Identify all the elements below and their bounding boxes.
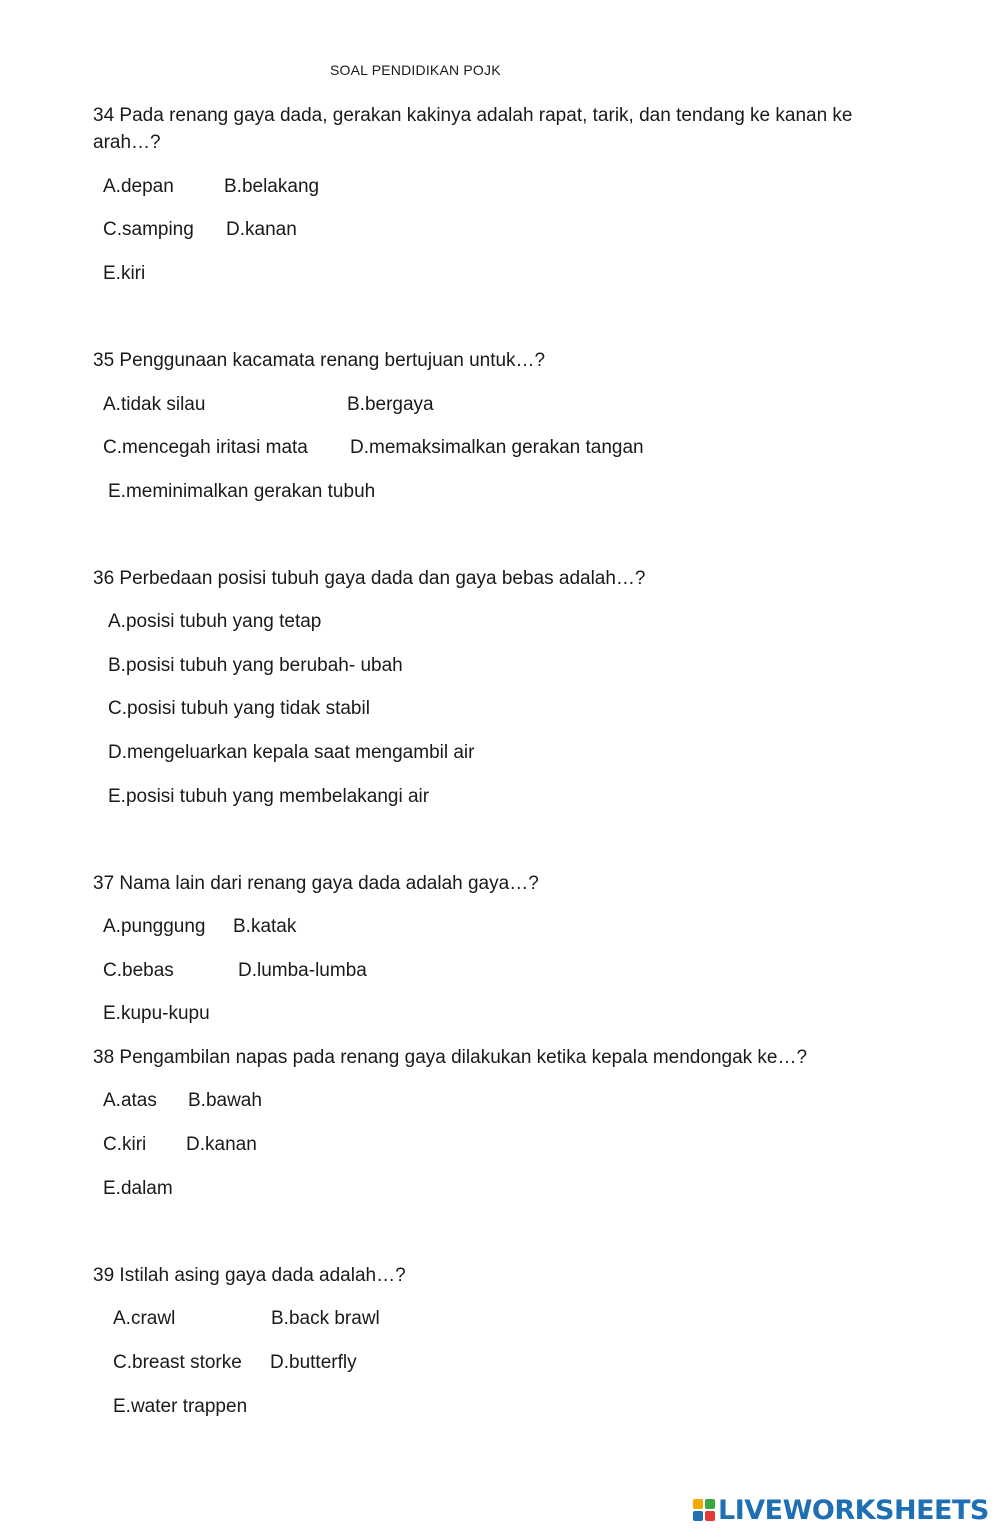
liveworksheets-icon <box>692 1498 716 1522</box>
q36-option-a: A.posisi tubuh yang tetap <box>108 611 322 632</box>
q34-option-c: C.samping <box>103 219 194 240</box>
q36-option-e: E.posisi tubuh yang membelakangi air <box>108 786 430 807</box>
liveworksheets-logo <box>692 1494 989 1526</box>
question-37: 37 Nama lain dari renang gaya dada adalah gaya…? <box>93 873 539 894</box>
q37-option-b: B.katak <box>233 916 297 937</box>
q37-option-e: E.kupu-kupu <box>103 1003 210 1024</box>
q34-option-e: E.kiri <box>103 263 146 284</box>
q39-option-e: E.water trappen <box>113 1396 248 1417</box>
q34-option-d: D.kanan <box>226 219 297 240</box>
q38-option-a: A.atas <box>103 1090 157 1111</box>
question-36: 36 Perbedaan posisi tubuh gaya dada dan gaya bebas adalah…? <box>93 568 646 589</box>
q35-option-a: A.tidak silau <box>103 394 206 415</box>
document-title: SOAL PENDIDIKAN POJK <box>330 62 501 78</box>
q38-option-c: C.kiri <box>103 1134 147 1155</box>
q35-option-d: D.memaksimalkan gerakan tangan <box>350 437 644 458</box>
q34-option-b: B.belakang <box>224 176 320 197</box>
q35-option-b: B.bergaya <box>347 394 434 415</box>
q34-option-a: A.depan <box>103 176 174 197</box>
q36-option-d: D.mengeluarkan kepala saat mengambil air <box>108 742 475 763</box>
q37-option-d: D.lumba-lumba <box>238 960 367 981</box>
q39-option-c: C.breast storke <box>113 1352 242 1373</box>
q36-option-b: B.posisi tubuh yang berubah- ubah <box>108 655 403 676</box>
question-35: 35 Penggunaan kacamata renang bertujuan untuk…? <box>93 350 546 371</box>
q38-option-e: E.dalam <box>103 1178 173 1199</box>
question-38: 38 Pengambilan napas pada renang gaya dilakukan ketika kepala mendongak ke…? <box>93 1047 808 1068</box>
q35-option-e: E.meminimalkan gerakan tubuh <box>108 481 376 502</box>
q36-option-c: C.posisi tubuh yang tidak stabil <box>108 698 370 719</box>
q39-option-b: B.back brawl <box>271 1308 380 1329</box>
q37-option-a: A.punggung <box>103 916 206 937</box>
q38-option-b: B.bawah <box>188 1090 262 1111</box>
q35-option-c: C.mencegah iritasi mata <box>103 437 308 458</box>
q37-option-c: C.bebas <box>103 960 174 981</box>
question-34: 34 Pada renang gaya dada, gerakan kakinya adalah rapat, tarik, dan tendang ke kanan ke arah…? <box>93 105 853 153</box>
q38-option-d: D.kanan <box>186 1134 257 1155</box>
q39-option-d: D.butterfly <box>270 1352 357 1373</box>
q39-option-a: A.crawl <box>113 1308 176 1329</box>
liveworksheets-wordmark: LIVEWORKSHEETS <box>718 1494 989 1526</box>
question-39: 39 Istilah asing gaya dada adalah…? <box>93 1265 406 1286</box>
